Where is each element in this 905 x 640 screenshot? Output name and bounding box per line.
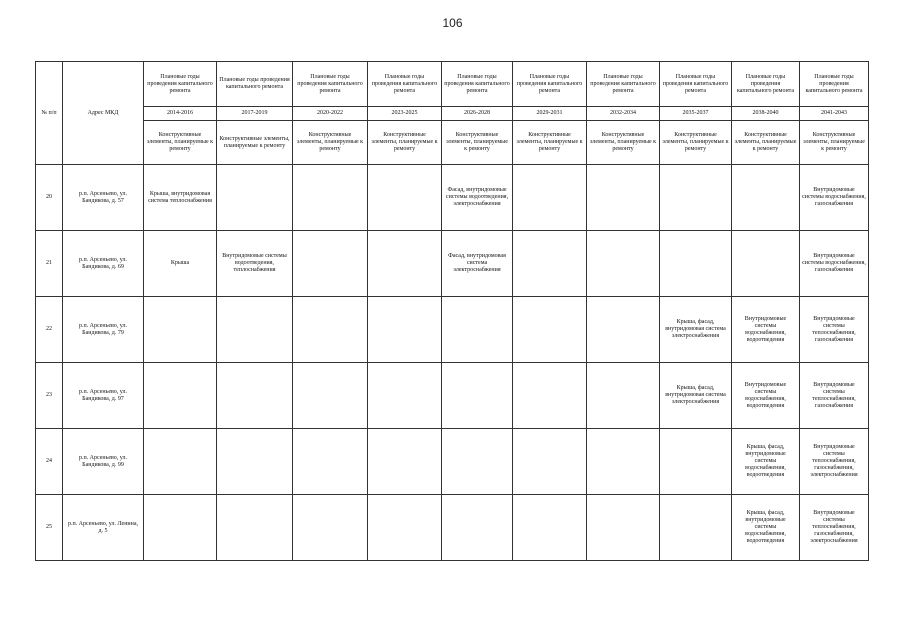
table-cell (217, 165, 293, 231)
table-cell (368, 165, 442, 231)
table-cell (587, 363, 660, 429)
table-cell (513, 363, 587, 429)
header-period: 2041-2043 (800, 107, 869, 121)
table-cell (368, 429, 442, 495)
row-address: р.п. Арсеньево, ул. Бандикова, д. 57 (63, 165, 144, 231)
table-cell (587, 495, 660, 561)
table-cell (442, 495, 513, 561)
table-cell (442, 363, 513, 429)
table-cell (513, 429, 587, 495)
table-cell: Внутридомовые системы водоснабжения, газоснабжения (800, 165, 869, 231)
table-cell (732, 165, 800, 231)
header-period: 2017-2019 (217, 107, 293, 121)
header-period: 2014-2016 (144, 107, 217, 121)
row-address: р.п. Арсеньево, ул. Бандикова, д. 69 (63, 231, 144, 297)
table-cell (442, 297, 513, 363)
row-address: р.п. Арсеньево, ул. Бандикова, д. 79 (63, 297, 144, 363)
header-period-title: Плановые годы проведения капитального ремонта (800, 62, 869, 107)
table-cell (442, 429, 513, 495)
table-cell (293, 363, 368, 429)
table-cell (587, 297, 660, 363)
table-row (36, 165, 869, 231)
header-period-title: Плановые годы проведения капитального ремонта (144, 62, 217, 107)
header-period: 2026-2028 (442, 107, 513, 121)
table-cell (368, 231, 442, 297)
table-cell: Крыша, фасад, внутридомовые системы водоснабжения, водоотведения (732, 495, 800, 561)
header-elements: Конструктивные элементы, планируемые к ремонту (513, 121, 587, 165)
header-elements: Конструктивные элементы, планируемые к ремонту (144, 121, 217, 165)
table-cell (660, 429, 732, 495)
table-cell (144, 363, 217, 429)
table-cell (368, 297, 442, 363)
table-cell (513, 165, 587, 231)
table-cell (217, 429, 293, 495)
table-cell (587, 429, 660, 495)
table-row (36, 495, 869, 561)
header-period: 2038-2040 (732, 107, 800, 121)
table-cell: Крыша (144, 231, 217, 297)
header-period-title: Плановые годы проведения капитального ремонта (732, 62, 800, 107)
header-num: № п/п (36, 62, 63, 165)
table-row (36, 231, 869, 297)
header-period: 2020-2022 (293, 107, 368, 121)
header-elements: Конструктивные элементы, планируемые к ремонту (800, 121, 869, 165)
row-number: 21 (36, 231, 63, 297)
table-cell (293, 429, 368, 495)
table-cell (732, 231, 800, 297)
row-number: 20 (36, 165, 63, 231)
header-period-title: Плановые годы проведения капитального ремонта (217, 62, 293, 107)
table-cell (217, 495, 293, 561)
table-cell: Фасад, внутридомовые системы водоотведения, электроснабжения (442, 165, 513, 231)
table-row (36, 429, 869, 495)
table-cell (144, 429, 217, 495)
table-cell (587, 231, 660, 297)
table-cell: Внутридомовые системы водоотведения, теплоснабжения (217, 231, 293, 297)
header-elements: Конструктивные элементы, планируемые к ремонту (660, 121, 732, 165)
table-cell (293, 297, 368, 363)
row-address: р.п. Арсеньево, ул. Бандикова, д. 99 (63, 429, 144, 495)
row-number: 24 (36, 429, 63, 495)
row-number: 23 (36, 363, 63, 429)
header-elements: Конструктивные элементы, планируемые к ремонту (217, 121, 293, 165)
table-cell (368, 495, 442, 561)
table-cell (513, 297, 587, 363)
header-address: Адрес МКД (63, 62, 144, 165)
header-elements: Конструктивные элементы, планируемые к ремонту (587, 121, 660, 165)
header-period-title: Плановые годы проведения капитального ремонта (442, 62, 513, 107)
table-cell: Крыша, фасад, внутридомовая система электроснабжения (660, 363, 732, 429)
header-period-title: Плановые годы проведения капитального ремонта (368, 62, 442, 107)
capital-repair-table (35, 61, 869, 561)
header-period: 2032-2034 (587, 107, 660, 121)
table-row (36, 297, 869, 363)
table-cell (660, 495, 732, 561)
table-cell: Крыша, фасад, внутридомовые системы водоснабжения, водоотведения (732, 429, 800, 495)
table-cell (587, 165, 660, 231)
header-period-title: Плановые годы проведения капитального ремонта (293, 62, 368, 107)
header-elements: Конструктивные элементы, планируемые к ремонту (732, 121, 800, 165)
header-period: 2023-2025 (368, 107, 442, 121)
table-cell: Внутридомовые системы теплоснабжения, газоснабжения (800, 297, 869, 363)
header-elements: Конструктивные элементы, планируемые к ремонту (442, 121, 513, 165)
row-number: 25 (36, 495, 63, 561)
table-cell (660, 165, 732, 231)
header-period: 2029-2031 (513, 107, 587, 121)
table-cell (293, 495, 368, 561)
table-body (36, 165, 869, 561)
table-cell (368, 363, 442, 429)
table-cell (293, 165, 368, 231)
table-cell (660, 231, 732, 297)
table-cell (513, 231, 587, 297)
table-cell (217, 363, 293, 429)
table-cell: Внутридомовые системы теплоснабжения, газоснабжения, электроснабжения (800, 429, 869, 495)
table-row (36, 363, 869, 429)
header-period-title: Плановые годы проведения капитального ремонта (587, 62, 660, 107)
table-header (36, 62, 869, 165)
header-elements: Конструктивные элементы, планируемые к ремонту (293, 121, 368, 165)
table-cell: Крыша, внутридомовая система теплоснабжения (144, 165, 217, 231)
header-period-title: Плановые годы проведения капитального ремонта (660, 62, 732, 107)
page-number: 106 (442, 16, 463, 30)
table-cell: Фасад, внутридомовая система электроснабжения (442, 231, 513, 297)
header-period: 2035-2037 (660, 107, 732, 121)
table-cell: Внутридомовые системы водоснабжения, газоснабжения (800, 231, 869, 297)
table-cell: Внутридомовые системы теплоснабжения, газоснабжения (800, 363, 869, 429)
row-address: р.п. Арсеньево, ул. Ленина, д. 5 (63, 495, 144, 561)
row-number: 22 (36, 297, 63, 363)
table-cell (513, 495, 587, 561)
row-address: р.п. Арсеньево, ул. Бандикова, д. 97 (63, 363, 144, 429)
table-cell: Внутридомовые системы водоснабжения, водоотведения (732, 297, 800, 363)
table-cell (217, 297, 293, 363)
table-cell (144, 297, 217, 363)
table-cell: Крыша, фасад, внутридомовая система электроснабжения (660, 297, 732, 363)
table-cell (293, 231, 368, 297)
table-cell: Внутридомовые системы теплоснабжения, газоснабжения, электроснабжения (800, 495, 869, 561)
header-elements: Конструктивные элементы, планируемые к ремонту (368, 121, 442, 165)
table-cell: Внутридомовые системы водоснабжения, водоотведения (732, 363, 800, 429)
table-cell (144, 495, 217, 561)
header-period-title: Плановые годы проведения капитального ремонта (513, 62, 587, 107)
